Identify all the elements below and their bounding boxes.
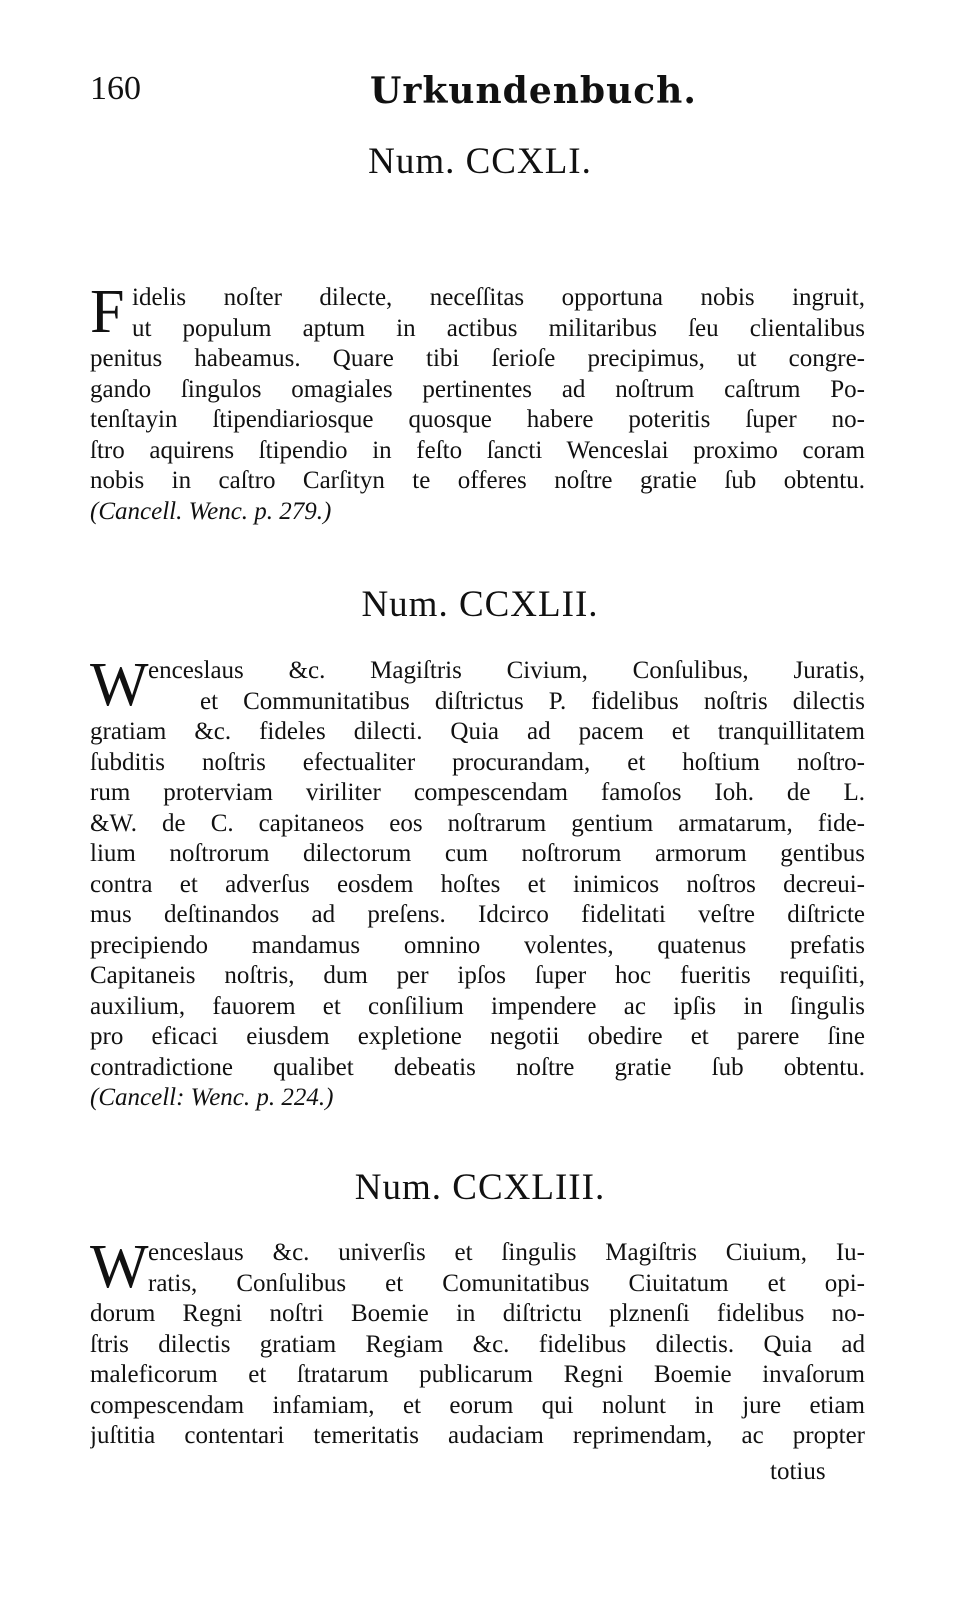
text-line: gratiam &c. fideles dilecti. Quia ad pacem et tranquillitatem (90, 718, 865, 745)
text-line: enceslaus &c. univerſis et ſingulis Magiſtris Ciuium, Iu- (148, 1239, 865, 1266)
text-line: dorum Regni noſtri Boemie in diſtrictu plznenſi fidelibus no- (90, 1300, 865, 1327)
text-line: tenſtayin ſtipendiariosque quosque habere poteritis ſuper no- (90, 406, 865, 433)
text-line: rum proterviam viriliter compescendam famoſos Ioh. de L. (90, 779, 865, 806)
citation: (Cancell. Wenc. p. 279.) (90, 497, 332, 525)
text-line: ſtro aquirens ſtipendio in feſto ſancti Wenceslai proximo coram (90, 436, 865, 464)
drop-initial: W (90, 1233, 149, 1301)
text-line: enceslaus &c. Magiſtris Civium, Conſulibus, Juratis, (148, 657, 865, 684)
document-body (90, 278, 865, 527)
text-line: ratis, Conſulibus et Comunitatibus Ciuitatum et opi- (148, 1269, 865, 1297)
text-line: ſtris dilectis gratiam Regiam &c. fidelibus dilectis. Quia ad (90, 1330, 865, 1358)
text-line: &W. de C. capitaneos eos noſtrarum gentium armatarum, fide- (90, 809, 865, 837)
text-line: lium noſtrorum dilectorum cum noſtrorum armorum gentibus (90, 840, 865, 867)
drop-initial: W (90, 651, 149, 719)
document-heading: Num. CCXLI. (368, 141, 592, 182)
document-body (90, 1233, 865, 1452)
text-line: ſubditis noſtris efectualiter procurandam, et hoſtium noſtro- (90, 748, 865, 776)
text-line: nobis in caſtro Carſityn te offeres noſtre gratie ſub obtentu. (90, 467, 865, 494)
document-heading: Num. CCXLII. (361, 584, 599, 625)
text-line: pro eficaci eiusdem expletione negotii obedire et parere ſine (90, 1023, 865, 1050)
document-heading: Num. CCXLIII. (354, 1167, 606, 1208)
drop-initial: F (90, 278, 125, 346)
citation: (Cancell: Wenc. p. 224.) (90, 1084, 334, 1111)
text-line: maleficorum et ſtratarum publicarum Regni Boemie invaſorum (90, 1361, 865, 1388)
text-line: precipiendo mandamus omnino volentes, quatenus prefatis (90, 931, 865, 959)
running-title: Urkundenbuch. (370, 70, 697, 112)
document-body (90, 651, 865, 1114)
text-line: contradictione qualibet debeatis noſtre gratie ſub obtentu. (90, 1053, 865, 1081)
text-line: gando ſingulos omagiales pertinentes ad noſtrum caſtrum Po- (90, 375, 865, 403)
text-line: contra et adverſus eosdem hoſtes et inimicos noſtros decreui- (90, 870, 865, 898)
text-line: et Communitatibus diſtrictus P. fidelibus noſtris dilectis (200, 687, 865, 715)
text-line: ut populum aptum in actibus militaribus ſeu clientalibus (132, 314, 865, 342)
text-line: auxilium, fauorem et conſilium impendere ac ipſis in ſingulis (90, 992, 865, 1020)
catchword: totius (770, 1458, 826, 1485)
text-line: idelis noſter dilecte, neceſſitas opportuna nobis ingruit, (132, 284, 865, 311)
running-head (90, 70, 880, 120)
text-line: juſtitia contentari temeritatis audaciam reprimendam, ac propter (90, 1422, 865, 1449)
text-line: Capitaneis noſtris, dum per ipſos ſuper hoc fueritis requiſiti, (90, 962, 865, 989)
text-line: penitus habeamus. Quare tibi ſerioſe precipimus, ut congre- (90, 345, 865, 372)
text-line: compescendam infamiam, et eorum qui nolunt in jure etiam (90, 1391, 865, 1419)
text-line: mus deſtinandos ad preſens. Idcirco fidelitati veſtre diſtricte (90, 901, 865, 928)
page-number: 160 (90, 70, 141, 107)
